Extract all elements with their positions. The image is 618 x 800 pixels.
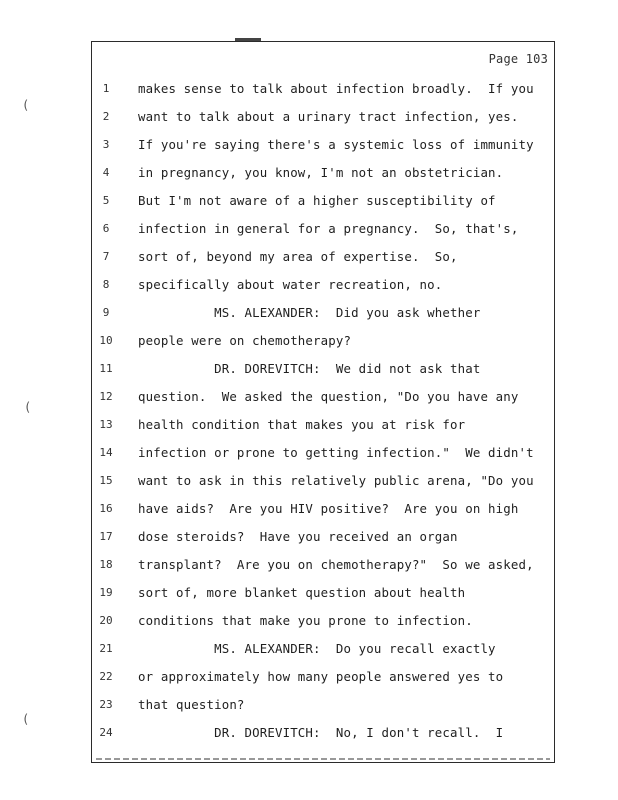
- transcript-line: [92, 583, 554, 603]
- transcript-line: [92, 555, 554, 575]
- line-number: 14: [99, 446, 113, 459]
- line-text: sort of, more blanket question about health: [138, 585, 466, 600]
- line-text: have aids? Are you HIV positive? Are you on high: [138, 501, 519, 516]
- transcript-line: [92, 303, 554, 323]
- line-text: want to ask in this relatively public arena, "Do you: [138, 473, 534, 488]
- line-text: infection in general for a pregnancy. So, that's,: [138, 221, 519, 236]
- transcript-line: [92, 611, 554, 631]
- transcript-line: [92, 247, 554, 267]
- line-text: transplant? Are you on chemotherapy?" So we asked,: [138, 557, 534, 572]
- transcript-page: [91, 41, 555, 763]
- line-text: If you're saying there's a systemic loss of immunity: [138, 137, 534, 152]
- line-number: 8: [102, 278, 110, 291]
- line-text: dose steroids? Have you received an organ: [138, 529, 458, 544]
- transcript-line: [92, 499, 554, 519]
- hole-punch-mark-bottom: (: [22, 712, 30, 726]
- line-number: 11: [99, 362, 113, 375]
- line-text: or approximately how many people answered yes to: [138, 669, 504, 684]
- line-text: question. We asked the question, "Do you have any: [138, 389, 519, 404]
- hole-punch-mark-middle: (: [24, 400, 32, 414]
- line-number: 9: [102, 306, 110, 319]
- transcript-line: [92, 359, 554, 379]
- line-number: 23: [99, 698, 113, 711]
- transcript-line: [92, 275, 554, 295]
- line-number: 21: [99, 642, 113, 655]
- line-number: 22: [99, 670, 113, 683]
- transcript-line: [92, 723, 554, 743]
- line-text: want to talk about a urinary tract infection, yes.: [138, 109, 519, 124]
- transcript-line: [92, 443, 554, 463]
- line-number: 3: [102, 138, 110, 151]
- transcript-line: [92, 667, 554, 687]
- line-text: health condition that makes you at risk for: [138, 417, 466, 432]
- line-number: 10: [99, 334, 113, 347]
- transcript-line: [92, 107, 554, 127]
- transcript-line: [92, 415, 554, 435]
- transcript-line: [92, 163, 554, 183]
- line-number: 2: [102, 110, 110, 123]
- line-text: DR. DOREVITCH: We did not ask that: [138, 361, 481, 376]
- transcript-line: [92, 695, 554, 715]
- line-number: 4: [102, 166, 110, 179]
- line-number: 19: [99, 586, 113, 599]
- line-text: MS. ALEXANDER: Do you recall exactly: [138, 641, 496, 656]
- line-text: makes sense to talk about infection broadly. If you: [138, 81, 534, 96]
- line-number: 5: [102, 194, 110, 207]
- transcript-line: [92, 387, 554, 407]
- page-number: Page 103: [488, 52, 548, 66]
- transcript-line: [92, 471, 554, 491]
- line-number: 15: [99, 474, 113, 487]
- footer-rule: [96, 758, 550, 760]
- transcript-line: [92, 639, 554, 659]
- line-text: that question?: [138, 697, 245, 712]
- line-text: infection or prone to getting infection." We didn't: [138, 445, 534, 460]
- line-number: 13: [99, 418, 113, 431]
- line-number: 6: [102, 222, 110, 235]
- line-text: conditions that make you prone to infection.: [138, 613, 473, 628]
- transcript-line: [92, 135, 554, 155]
- line-number: 7: [102, 250, 110, 263]
- line-text: MS. ALEXANDER: Did you ask whether: [138, 305, 481, 320]
- line-number: 20: [99, 614, 113, 627]
- line-text: DR. DOREVITCH: No, I don't recall. I: [138, 725, 504, 740]
- line-number: 24: [99, 726, 113, 739]
- line-number: 18: [99, 558, 113, 571]
- line-text: people were on chemotherapy?: [138, 333, 352, 348]
- line-number: 17: [99, 530, 113, 543]
- line-text: in pregnancy, you know, I'm not an obstetrician.: [138, 165, 504, 180]
- line-text: specifically about water recreation, no.: [138, 277, 443, 292]
- hole-punch-mark-top: (: [22, 98, 30, 112]
- line-number: 1: [102, 82, 110, 95]
- line-number: 12: [99, 390, 113, 403]
- transcript-line: [92, 527, 554, 547]
- line-text: sort of, beyond my area of expertise. So,: [138, 249, 458, 264]
- line-number: 16: [99, 502, 113, 515]
- transcript-line: [92, 219, 554, 239]
- transcript-line: [92, 79, 554, 99]
- line-text: But I'm not aware of a higher susceptibility of: [138, 193, 496, 208]
- transcript-line: [92, 331, 554, 351]
- transcript-line: [92, 191, 554, 211]
